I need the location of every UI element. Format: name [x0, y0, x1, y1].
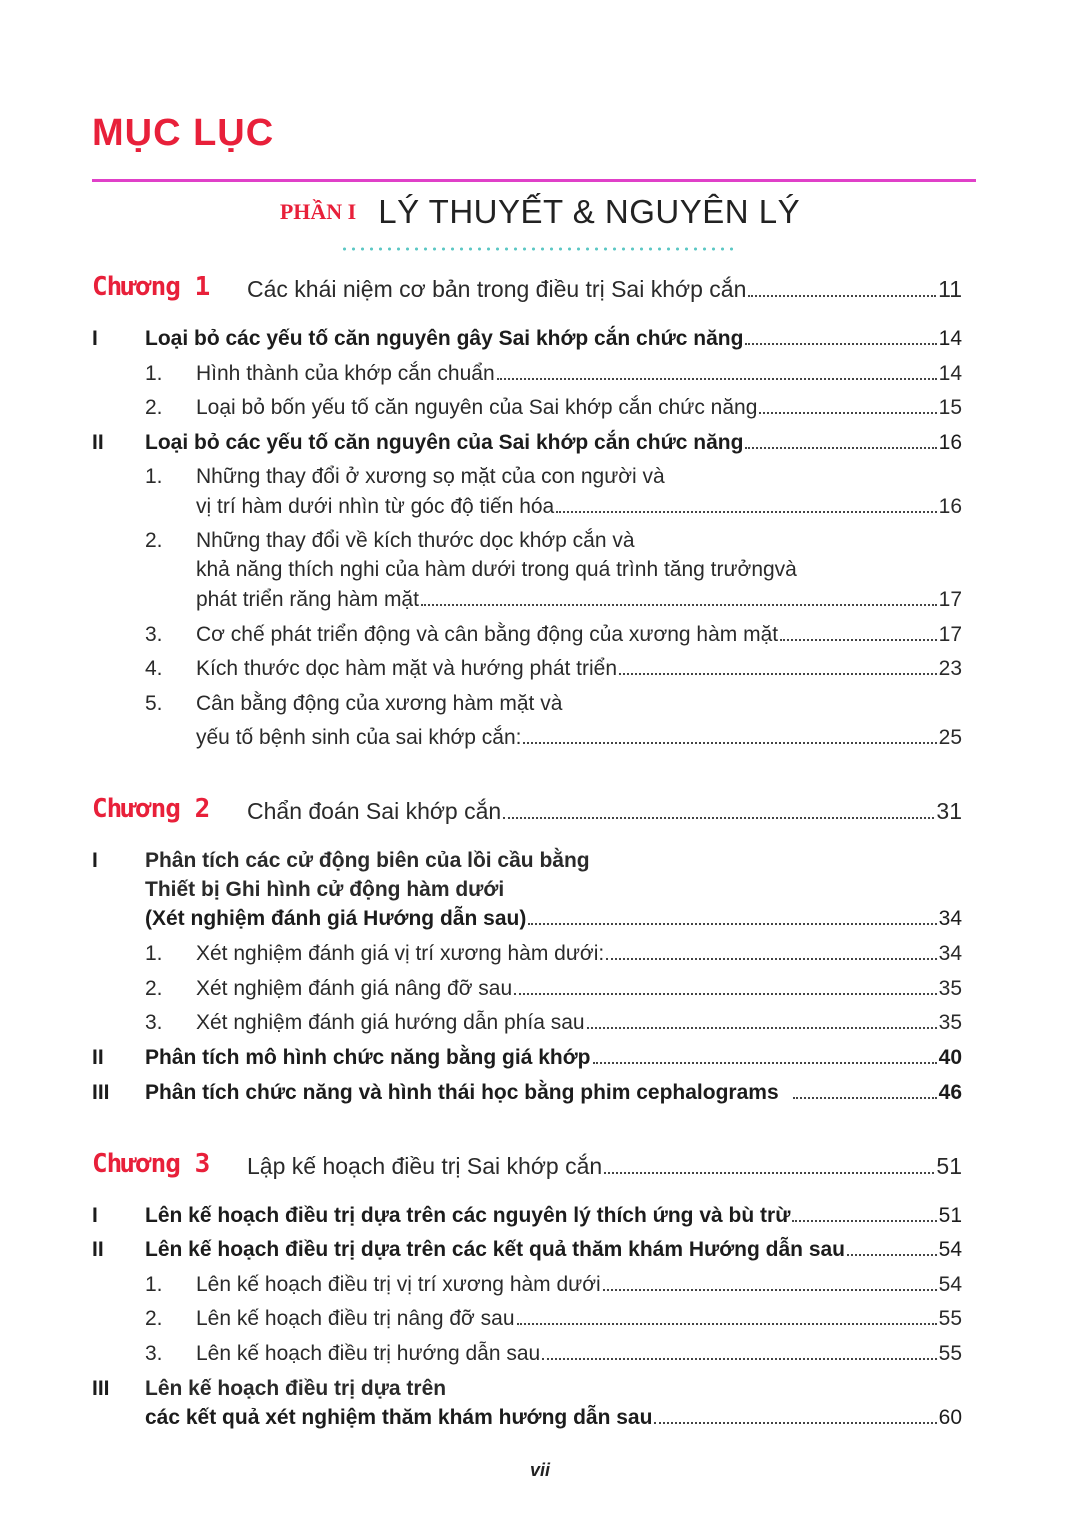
- entry-marker: 3.: [145, 623, 163, 646]
- page-number: 51: [938, 1204, 962, 1227]
- chapter-3-label: Chương 3: [92, 1149, 210, 1179]
- page-number: 14: [938, 327, 962, 350]
- entry-marker: 2.: [145, 396, 163, 419]
- page-number: 16: [938, 431, 962, 454]
- chapter-2-entry[interactable]: [247, 798, 962, 825]
- toc-entry[interactable]: [196, 1307, 962, 1331]
- entry-marker: 1.: [145, 1273, 163, 1296]
- toc-entry[interactable]: [145, 1046, 962, 1070]
- page-number: 60: [938, 1406, 962, 1429]
- entry-text: yếu tố bệnh sinh của sai khớp cắn:: [196, 726, 522, 749]
- page-title: MỤC LỤC: [92, 112, 275, 154]
- part-label: PHẦN I: [279, 199, 357, 224]
- dot-leader: [517, 1322, 937, 1325]
- entry-marker: 4.: [145, 657, 163, 680]
- page-number: 17: [938, 623, 962, 646]
- toc-entry[interactable]: [196, 942, 962, 966]
- toc-entry[interactable]: [145, 1238, 962, 1262]
- dot-leader: [654, 1421, 936, 1424]
- entry-marker: 3.: [145, 1011, 163, 1034]
- chapter-3-entry[interactable]: [247, 1153, 962, 1180]
- dot-leader: [503, 816, 934, 819]
- entry-marker: I: [92, 849, 98, 872]
- entry-text: Phân tích mô hình chức năng bằng giá khớp: [145, 1046, 591, 1069]
- entry-text: Loại bỏ các yếu tố căn nguyên gây Sai khớp cắn chức năng: [145, 327, 744, 350]
- page-number: 51: [936, 1153, 962, 1179]
- toc-entry[interactable]: [196, 1011, 962, 1035]
- part-title: LÝ THUYẾT & NGUYÊN LÝ: [378, 193, 801, 230]
- entry-marker: 2.: [145, 529, 163, 552]
- page-number: 31: [936, 798, 962, 824]
- page-number: 16: [938, 495, 962, 518]
- entry-text: Loại bỏ bốn yếu tố căn nguyên của Sai khớp cắn chức năng: [196, 396, 758, 419]
- chapter-1-label: Chương 1: [92, 272, 210, 302]
- page-number: 11: [938, 276, 962, 302]
- dot-leader: [604, 1171, 934, 1174]
- dot-leader: [593, 1061, 937, 1064]
- entry-text: vị trí hàm dưới nhìn từ góc độ tiến hóa: [196, 495, 555, 518]
- entry-text: Lên kế hoạch điều trị dựa trên: [145, 1377, 447, 1400]
- entry-marker: III: [92, 1377, 110, 1400]
- dot-leader: [792, 1219, 936, 1222]
- page-number: 46: [938, 1081, 962, 1104]
- dot-leader: [745, 446, 936, 449]
- dot-leader: [745, 342, 936, 345]
- entry-text: Lên kế hoạch điều trị nâng đỡ sau: [196, 1307, 515, 1330]
- entry-marker: 2.: [145, 1307, 163, 1330]
- dot-leader: [542, 1357, 936, 1360]
- entry-text: Lên kế hoạch điều trị dựa trên các kết quả thăm khám Hướng dẫn sau: [145, 1238, 846, 1261]
- footer-page-number: vii: [529, 1460, 550, 1480]
- entry-marker: II: [92, 1046, 104, 1069]
- page-number: 35: [938, 977, 962, 1000]
- dotted-divider: [340, 245, 735, 253]
- toc-entry[interactable]: [145, 327, 962, 351]
- dot-leader: [748, 294, 936, 297]
- page-number: 14: [938, 362, 962, 385]
- entry-marker: 1.: [145, 362, 163, 385]
- entry-text: Hình thành của khớp cắn chuẩn: [196, 362, 495, 385]
- entry-marker: I: [92, 327, 98, 350]
- entry-text: Kích thước dọc hàm mặt và hướng phát triển: [196, 657, 618, 680]
- entry-marker: 5.: [145, 692, 163, 715]
- page-number: 34: [938, 907, 962, 930]
- entry-marker: 2.: [145, 977, 163, 1000]
- entry-text: Phân tích chức năng và hình thái học bằng phim cephalograms: [145, 1081, 779, 1104]
- entry-text: (Xét nghiệm đánh giá Hướng dẫn sau): [145, 907, 527, 930]
- entry-marker: 1.: [145, 465, 163, 488]
- toc-entry[interactable]: [145, 907, 962, 931]
- toc-entry[interactable]: [196, 1273, 962, 1297]
- dot-leader: [759, 411, 936, 414]
- chapter-3-title: Lập kế hoạch điều trị Sai khớp cắn: [247, 1153, 603, 1179]
- toc-entry[interactable]: [196, 495, 962, 519]
- dot-leader: [780, 638, 937, 641]
- dot-leader: [847, 1253, 937, 1256]
- dot-leader: [587, 1026, 937, 1029]
- entry-text: phát triển răng hàm mặt: [196, 588, 419, 611]
- page-number: 54: [938, 1238, 962, 1261]
- dot-leader: [523, 741, 936, 744]
- entry-text: Xét nghiệm đánh giá nâng đỡ sau: [196, 977, 513, 1000]
- entry-text: Những thay đổi về kích thước dọc khớp cắn và: [196, 529, 635, 552]
- entry-text: Xét nghiệm đánh giá vị trí xương hàm dưới:: [196, 942, 605, 965]
- page-number: 15: [938, 396, 962, 419]
- page-number: 55: [938, 1307, 962, 1330]
- toc-entry[interactable]: [196, 657, 962, 681]
- chapter-2-label: Chương 2: [92, 794, 210, 824]
- toc-entry[interactable]: [196, 362, 962, 386]
- toc-entry[interactable]: [196, 726, 962, 750]
- page-number: 35: [938, 1011, 962, 1034]
- entry-text: Lên kế hoạch điều trị hướng dẫn sau: [196, 1342, 541, 1365]
- entry-text: các kết quả xét nghiệm thăm khám hướng dẫn sau: [145, 1406, 653, 1429]
- entry-marker: II: [92, 1238, 104, 1261]
- toc-entry[interactable]: [196, 1342, 962, 1366]
- entry-text: Lên kế hoạch điều trị dựa trên các nguyên lý thích ứng và bù trừ: [145, 1204, 791, 1227]
- entry-text: Loại bỏ các yếu tố căn nguyên của Sai khớp cắn chức năng: [145, 431, 744, 454]
- part-heading: [0, 193, 1080, 231]
- chapter-1-entry[interactable]: [247, 276, 962, 303]
- page-number: 40: [938, 1046, 962, 1069]
- dot-leader: [497, 377, 937, 380]
- dot-leader: [603, 1288, 937, 1291]
- dot-leader: [619, 672, 937, 675]
- page-number: 34: [938, 942, 962, 965]
- dot-leader: [421, 603, 937, 606]
- toc-entry[interactable]: [145, 1081, 962, 1105]
- dot-leader: [793, 1096, 937, 1099]
- entry-text: Cân bằng động của xương hàm mặt và: [196, 692, 563, 715]
- page-number: 25: [938, 726, 962, 749]
- dot-leader: [556, 510, 936, 513]
- entry-marker: III: [92, 1081, 110, 1104]
- page-number: 54: [938, 1273, 962, 1296]
- toc-entry[interactable]: [196, 623, 962, 647]
- chapter-2-title: Chẩn đoán Sai khớp cắn: [247, 798, 502, 824]
- dot-leader: [606, 957, 936, 960]
- toc-entry[interactable]: [196, 588, 962, 612]
- toc-entry[interactable]: [145, 431, 962, 455]
- toc-entry[interactable]: [145, 1406, 962, 1430]
- page-number: 17: [938, 588, 962, 611]
- entry-text: Phân tích các cử động biên của lồi cầu bằng: [145, 849, 590, 872]
- dot-leader: [514, 992, 936, 995]
- page-number: 23: [938, 657, 962, 680]
- entry-text: khả năng thích nghi của hàm dưới trong quá trình tăng trưởngvà: [196, 558, 797, 581]
- entry-text: Những thay đổi ở xương sọ mặt của con người và: [196, 465, 665, 488]
- page-number: 55: [938, 1342, 962, 1365]
- toc-entry[interactable]: [196, 396, 962, 420]
- entry-text: Xét nghiệm đánh giá hướng dẫn phía sau: [196, 1011, 585, 1034]
- entry-marker: I: [92, 1204, 98, 1227]
- entry-marker: 1.: [145, 942, 163, 965]
- toc-entry[interactable]: [196, 977, 962, 1001]
- entry-text: Cơ chế phát triển động và cân bằng động của xương hàm mặt: [196, 623, 779, 646]
- entry-marker: II: [92, 431, 104, 454]
- toc-entry[interactable]: [145, 1204, 962, 1228]
- entry-text: Thiết bị Ghi hình cử động hàm dưới: [145, 878, 505, 901]
- title-rule: [92, 179, 976, 182]
- chapter-1-title: Các khái niệm cơ bản trong điều trị Sai khớp cắn: [247, 276, 747, 302]
- entry-marker: 3.: [145, 1342, 163, 1365]
- dot-leader: [528, 922, 936, 925]
- entry-text: Lên kế hoạch điều trị vị trí xương hàm dưới: [196, 1273, 601, 1296]
